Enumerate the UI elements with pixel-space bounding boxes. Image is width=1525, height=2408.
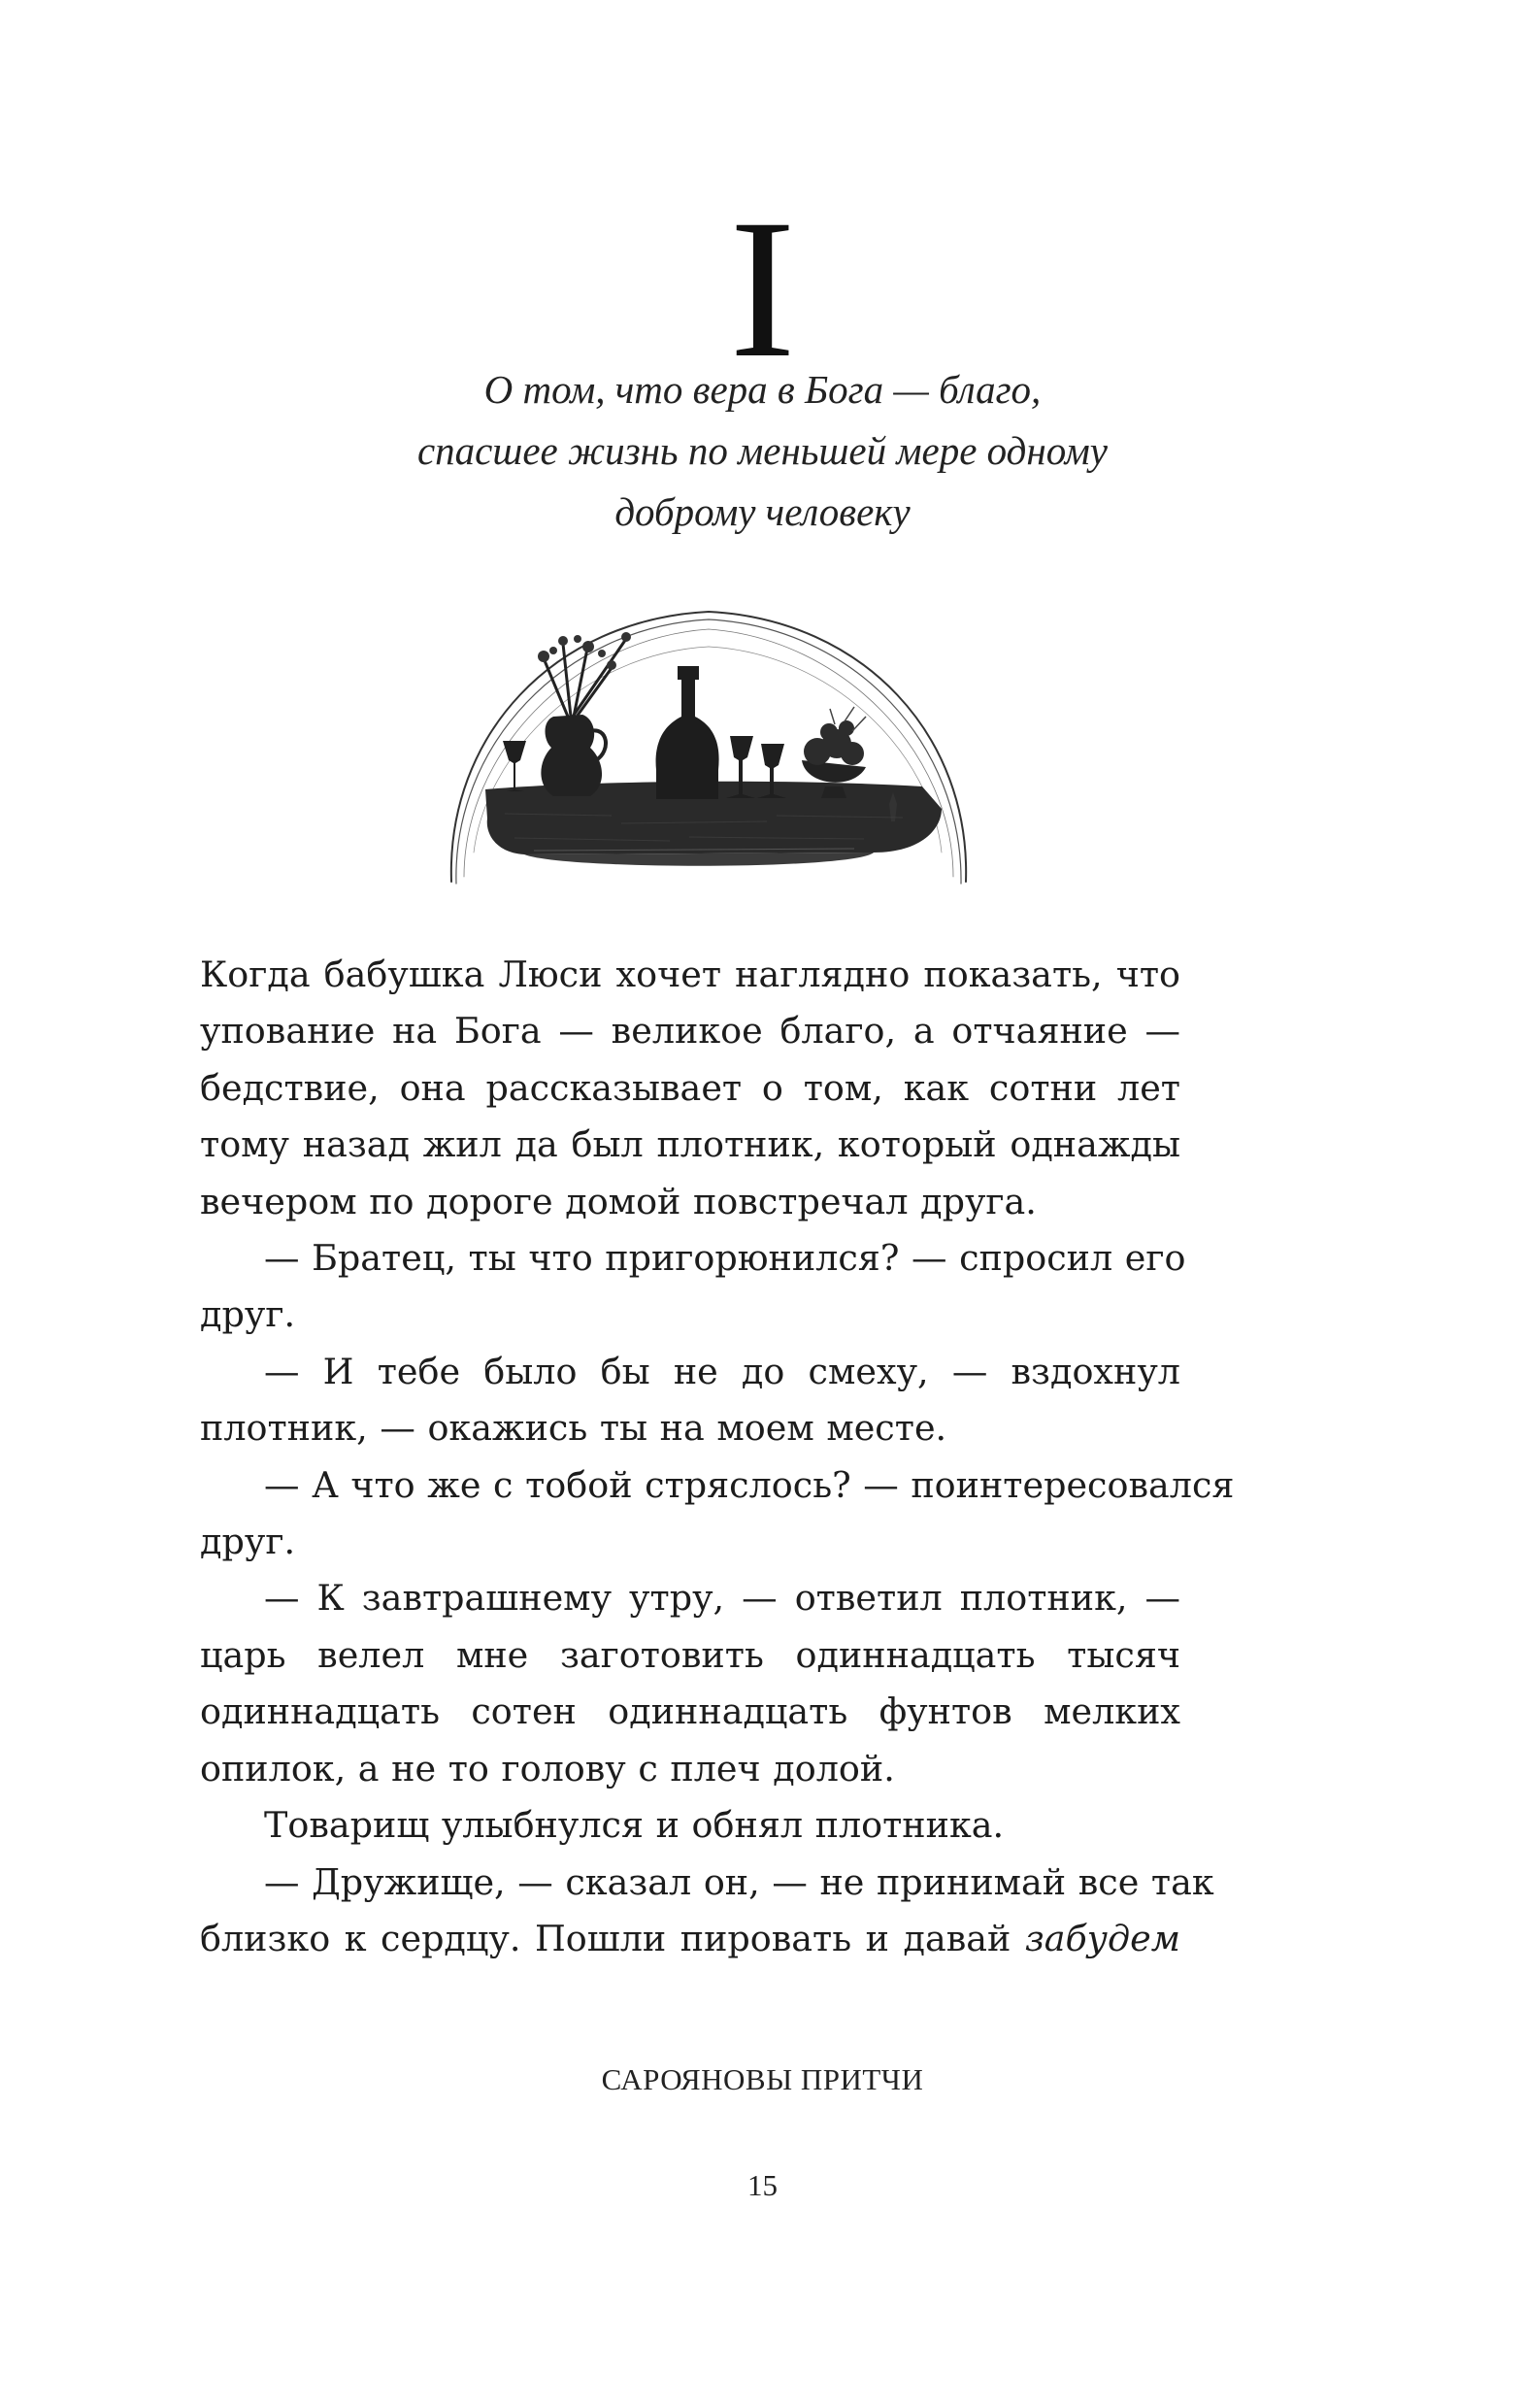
body-line: Когда бабушка Люси хочет наглядно показать, что — [200, 953, 1180, 995]
page-number: 15 — [747, 2168, 778, 2202]
italic-word: забудем — [1024, 1917, 1180, 1959]
body-line: друг. — [200, 1293, 296, 1336]
body-line: плотник, — окажись ты на моем месте. — [200, 1407, 947, 1450]
running-footer-title: САРОЯНОВЫ ПРИТЧИ — [601, 2062, 924, 2096]
chapter-numeral: I — [729, 179, 796, 399]
body-line-with-italic — [200, 1911, 1180, 1967]
subtitle-line: спасшее жизнь по меньшей мере одному — [416, 428, 1109, 473]
chapter-subtitle — [0, 359, 1525, 543]
body-line: — К завтрашнему утру, — ответил плотник, — — [264, 1577, 1180, 1620]
body-line: друг. — [200, 1521, 296, 1563]
body-line: — И тебе было бы не до смеху, — вздохнул — [264, 1350, 1180, 1392]
body-line: упование на Бога — великое благо, а отчаяние — — [200, 1010, 1180, 1053]
body-line: бедствие, она рассказывает о том, как сотни лет — [200, 1066, 1180, 1109]
glass-dome-still-life-illustration — [417, 561, 1000, 901]
body-line: — Братец, ты что пригорюнился? — спросил его — [264, 1237, 1186, 1280]
body-line: вечером по дороге домой повстречал друга. — [200, 1180, 1037, 1222]
body-line: — Дружище, — сказал он, — не принимай все так — [264, 1860, 1214, 1903]
body-line: — А что же с тобой стряслось? — поинтересовался — [264, 1463, 1235, 1506]
body-line: царь велел мне заготовить одиннадцать тысяч — [200, 1633, 1180, 1676]
body-line: опилок, а не то голову с плеч долой. — [200, 1747, 895, 1789]
subtitle-line: О том, что вера в Бога — благо, — [483, 367, 1042, 412]
body-line: одиннадцать сотен одиннадцать фунтов мелких — [200, 1690, 1180, 1733]
body-text — [200, 947, 1235, 1967]
body-line: тому назад жил да был плотник, который однажды — [200, 1123, 1180, 1166]
body-line: близко к сердцу. Пошли пировать и давай — [200, 1917, 1011, 1959]
subtitle-line: доброму человеку — [614, 489, 911, 534]
body-line: Товарищ улыбнулся и обнял плотника. — [264, 1804, 1005, 1847]
